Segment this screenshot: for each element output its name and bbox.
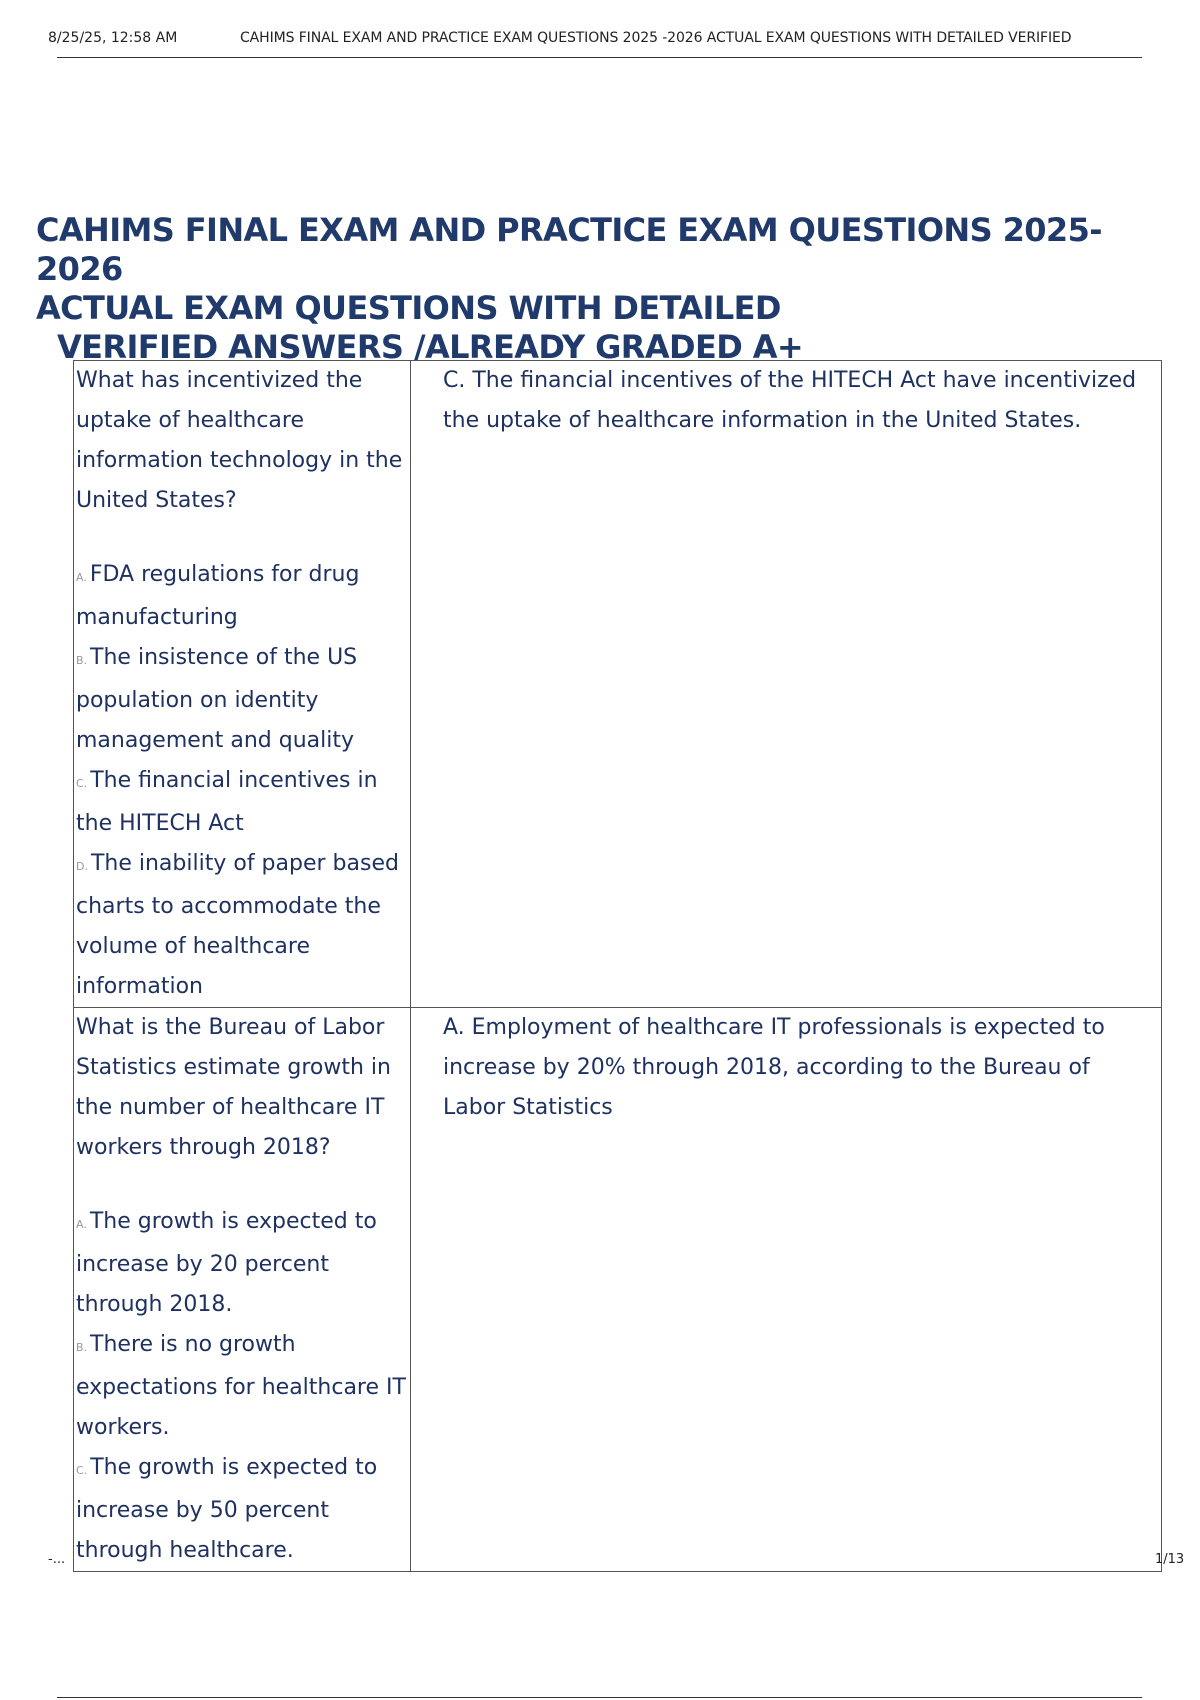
option-letter: D. (76, 860, 88, 873)
header-divider (57, 57, 1142, 58)
print-document-title: CAHIMS FINAL EXAM AND PRACTICE EXAM QUESTIONS 2025 -2026 ACTUAL EXAM QUESTIONS WITH DETAILED VERIFIED (240, 30, 1072, 46)
option-text: The growth is expected to increase by 20 percent through 2018. (76, 1209, 377, 1317)
question-cell (74, 361, 411, 1008)
table-row (74, 1008, 1162, 1572)
answer-cell (411, 1008, 1162, 1572)
option-d (76, 844, 410, 1007)
option-text: FDA regulations for drug manufacturing (76, 562, 360, 630)
option-b (76, 1325, 410, 1448)
footer-url: -... (48, 1552, 66, 1567)
page-title (36, 211, 1156, 367)
option-letter: B. (76, 654, 88, 667)
question-cell (74, 1008, 411, 1572)
page-number: 1/13 (1155, 1552, 1185, 1567)
answer-text: A. Employment of healthcare IT professionals is expected to increase by 20% through 2018, according to the Bureau of Labor Statistics (443, 1015, 1105, 1120)
answer-text: C. The financial incentives of the HITECH Act have incentivized the uptake of healthcare information in the United States. (443, 368, 1137, 433)
option-letter: C. (76, 1464, 88, 1477)
title-line-3: VERIFIED ANSWERS /ALREADY GRADED A+ (57, 328, 804, 367)
question-text: What has incentivized the uptake of healthcare information technology in the United States? (76, 368, 403, 513)
option-text: The financial incentives in the HITECH Act (76, 768, 378, 836)
option-letter: A. (76, 1218, 87, 1231)
option-text: There is no growth expectations for healthcare IT workers. (76, 1332, 406, 1440)
option-letter: C. (76, 777, 88, 790)
option-letter: A. (76, 571, 87, 584)
option-text: The growth is expected to increase by 50 percent through healthcare. (76, 1455, 378, 1563)
table-row (74, 361, 1162, 1008)
option-a (76, 1202, 410, 1325)
option-a (76, 555, 410, 638)
question-text: What is the Bureau of Labor Statistics estimate growth in the number of healthcare IT workers through 2018? (76, 1015, 391, 1160)
title-line-2: ACTUAL EXAM QUESTIONS WITH DETAILED (36, 289, 781, 328)
option-c (76, 761, 410, 844)
option-letter: B. (76, 1341, 88, 1354)
qa-table (73, 360, 1162, 1572)
print-datetime: 8/25/25, 12:58 AM (48, 30, 178, 46)
option-text: The insistence of the US population on identity management and quality (76, 645, 358, 753)
title-line-1: CAHIMS FINAL EXAM AND PRACTICE EXAM QUESTIONS 2025-2026 (36, 211, 1102, 289)
option-b (76, 638, 410, 761)
answer-cell (411, 361, 1162, 1008)
option-text: The inability of paper based charts to accommodate the volume of healthcare information (76, 851, 399, 999)
option-c (76, 1448, 410, 1571)
footer-divider (57, 1697, 1142, 1698)
